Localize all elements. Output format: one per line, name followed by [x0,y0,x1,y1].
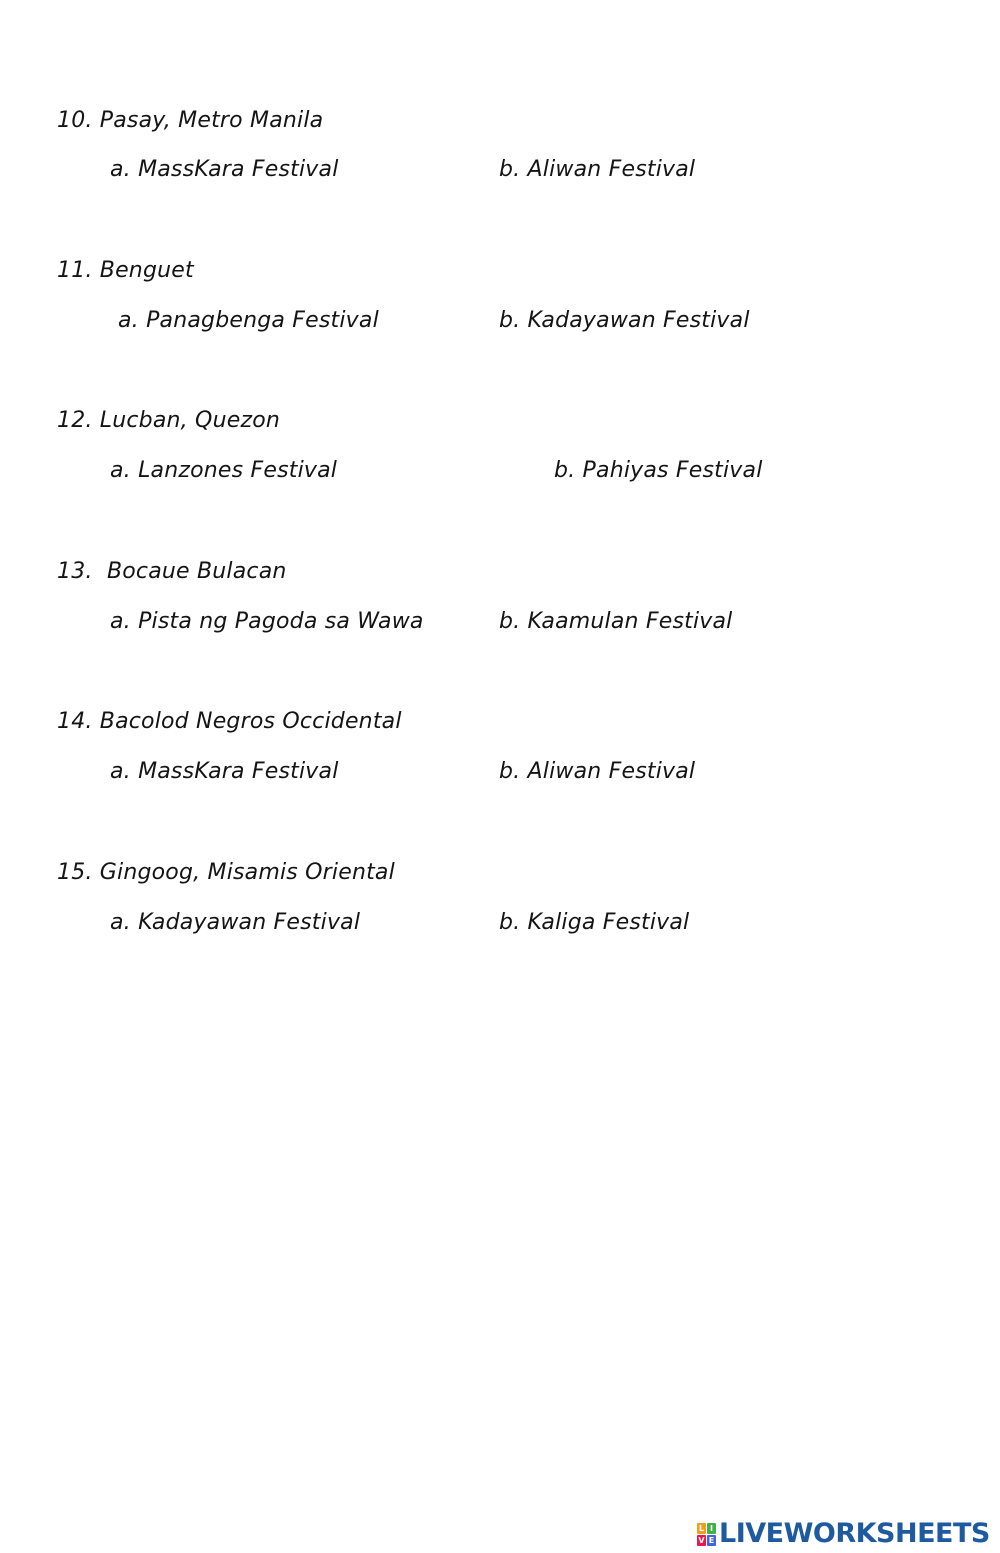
question-11-option-b[interactable]: b. Kadayawan Festival [499,308,750,333]
logo-icon-letter-e: E [708,1535,715,1545]
question-15-prompt: 15. Gingoog, Misamis Oriental [57,860,395,885]
logo-icon-letter-v: V [698,1535,705,1545]
liveworksheets-logo-text: LIVEWORKSHEETS [719,1518,990,1549]
question-13-option-a[interactable]: a. Pista ng Pagoda sa Wawa [110,609,424,634]
question-10-option-a[interactable]: a. MassKara Festival [110,157,339,182]
question-14-prompt: 14. Bacolod Negros Occidental [57,709,402,734]
question-15-option-b[interactable]: b. Kaliga Festival [499,910,690,935]
question-13-option-b[interactable]: b. Kaamulan Festival [499,609,733,634]
question-12-option-a[interactable]: a. Lanzones Festival [110,458,338,483]
liveworksheets-logo [697,1518,990,1550]
question-11-prompt: 11. Benguet [57,258,194,283]
question-12-option-b[interactable]: b. Pahiyas Festival [554,458,763,483]
logo-icon-letter-i: I [707,1523,716,1534]
question-15-option-a[interactable]: a. Kadayawan Festival [110,910,361,935]
liveworksheets-logo-icon [697,1523,716,1546]
question-14-option-a[interactable]: a. MassKara Festival [110,759,339,784]
question-14-option-b[interactable]: b. Aliwan Festival [499,759,696,784]
logo-icon-letter-l: L [698,1523,705,1533]
question-11-option-a[interactable]: a. Panagbenga Festival [118,308,379,333]
question-13-prompt: 13. Bocaue Bulacan [57,559,287,584]
question-12-prompt: 12. Lucban, Quezon [57,408,280,433]
question-10-option-b[interactable]: b. Aliwan Festival [499,157,696,182]
question-10-prompt: 10. Pasay, Metro Manila [57,108,324,133]
